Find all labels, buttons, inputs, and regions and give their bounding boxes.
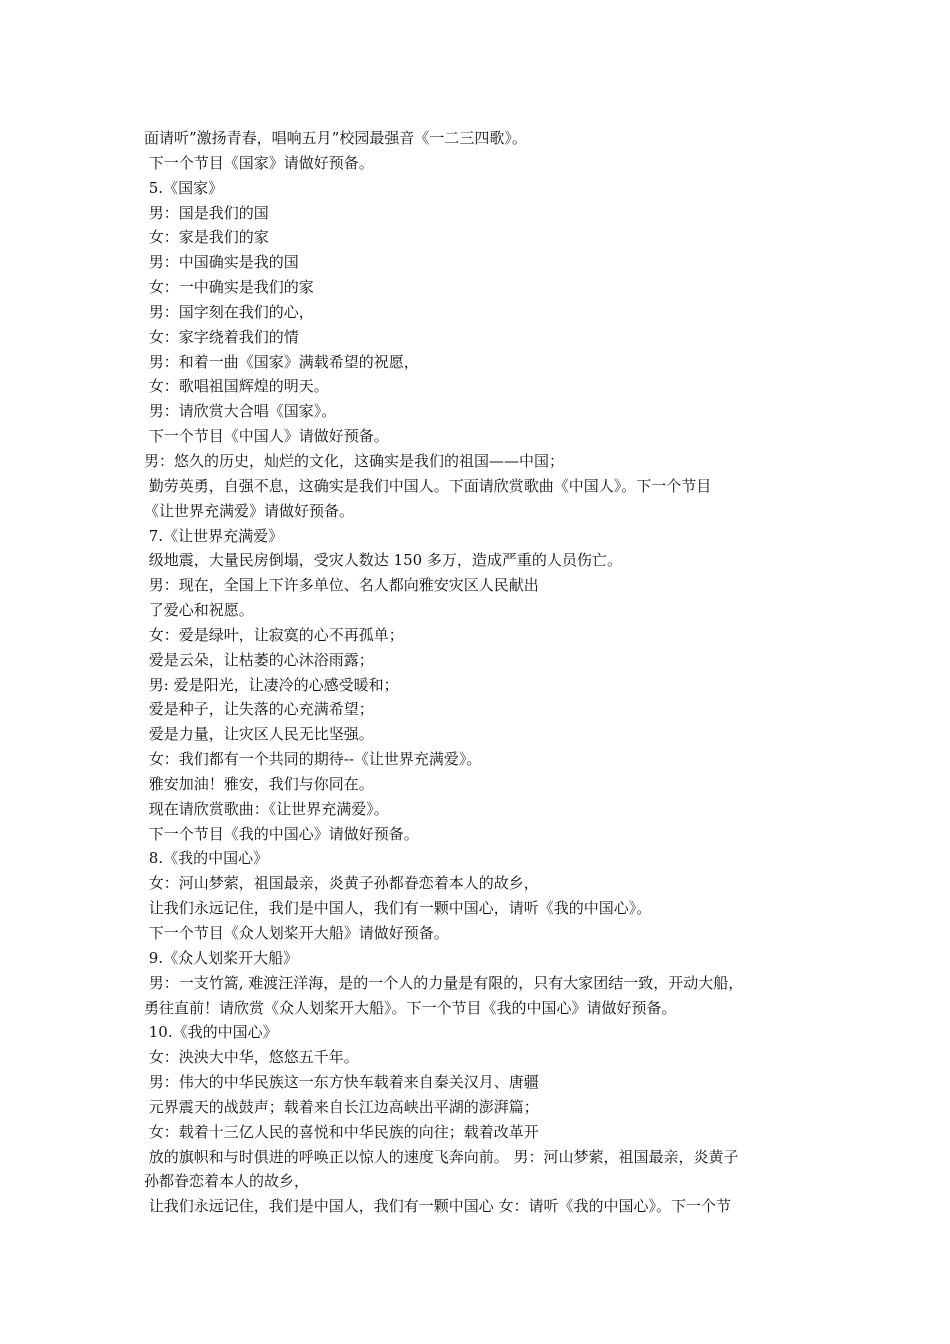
text-line: 下一个节目《我的中国心》请做好预备。 bbox=[144, 824, 419, 843]
text-line: 元界震天的战鼓声；载着来自长江边高峡出平湖的澎湃篇； bbox=[144, 1097, 539, 1116]
text-line: 男：一支竹篙, 难渡汪洋海，是的一个人的力量是有限的，只有大家团结一致，开动大船， bbox=[144, 973, 744, 992]
text-line: 放的旗帜和与时俱进的呼唤正以惊人的速度飞奔向前。 男：河山梦萦，祖国最亲，炎黄子 bbox=[144, 1147, 739, 1166]
text-line: 女：载着十三亿人民的喜悦和中华民族的向往；载着改革开 bbox=[144, 1122, 539, 1141]
text-line: 女：河山梦萦，祖国最亲，炎黄子孙都眷恋着本人的故乡， bbox=[144, 874, 539, 893]
text-line: 勤劳英勇，自强不息，这确实是我们中国人。下面请欣赏歌曲《中国人》。下一个节目 bbox=[144, 476, 712, 495]
text-line: 女：一中确实是我们的家 bbox=[144, 278, 314, 297]
text-line: 男：国是我们的国 bbox=[144, 203, 269, 222]
text-line: 女：家是我们的家 bbox=[144, 228, 269, 247]
text-line: 男：中国确实是我的国 bbox=[144, 253, 299, 272]
text-line: 男：国字刻在我们的心， bbox=[144, 302, 314, 321]
text-line: 男：现在，全国上下许多单位、名人都向雅安灾区人民献出 bbox=[144, 576, 539, 595]
text-line: 让我们永远记住，我们是中国人，我们有一颗中国心，请听《我的中国心》。 bbox=[144, 899, 652, 918]
text-line: 女：泱泱大中华，悠悠五千年。 bbox=[144, 1048, 359, 1067]
text-line: 级地震，大量民房倒塌，受灾人数达 150 多万，造成严重的人员伤亡。 bbox=[144, 551, 622, 570]
text-line: 男：伟大的中华民族这一东方快车载着来自秦关汉月、唐疆 bbox=[144, 1073, 539, 1092]
text-line: 女：爱是绿叶，让寂寞的心不再孤单； bbox=[144, 625, 404, 644]
text-line: 10.《我的中国心》 bbox=[144, 1023, 278, 1042]
text-line: 8.《我的中国心》 bbox=[144, 849, 269, 868]
text-line: 男: 爱是阳光，让凄冷的心感受暖和； bbox=[144, 675, 399, 694]
text-line: 爱是云朵，让枯萎的心沐浴雨露； bbox=[144, 650, 374, 669]
text-line: 下一个节目《中国人》请做好预备。 bbox=[144, 427, 389, 446]
text-line: 现在请欣赏歌曲：《让世界充满爱》。 bbox=[144, 799, 389, 818]
text-line: 男：请欣赏大合唱《国家》。 bbox=[144, 402, 337, 421]
text-line: 让我们永远记住，我们是中国人，我们有一颗中国心 女：请听《我的中国心》。下一个节 bbox=[144, 1197, 732, 1216]
text-line: 7.《让世界充满爱》 bbox=[144, 526, 284, 545]
text-line: 爱是种子，让失落的心充满希望； bbox=[144, 700, 374, 719]
text-line: 9.《众人划桨开大船》 bbox=[144, 948, 299, 967]
text-line: 男：悠久的历史，灿烂的文化，这确实是我们的祖国——中国； bbox=[144, 451, 565, 470]
text-line: 《让世界充满爱》请做好预备。 bbox=[144, 501, 355, 520]
text-line: 了爱心和祝愿。 bbox=[144, 601, 254, 620]
text-line: 爱是力量，让灾区人民无比坚强。 bbox=[144, 725, 374, 744]
text-line: 女：家字绕着我们的情 bbox=[144, 327, 299, 346]
document-text bbox=[144, 126, 824, 1219]
text-line: 面请听”激扬青春，唱响五月”校园最强音《一二三四歌》。 bbox=[144, 129, 527, 147]
text-line: 下一个节目《众人划桨开大船》请做好预备。 bbox=[144, 924, 449, 942]
text-line: 勇往直前！请欣赏《众人划桨开大船》。下一个节目《我的中国心》请做好预备。 bbox=[144, 998, 677, 1017]
text-line: 下一个节目《国家》请做好预备。 bbox=[144, 153, 374, 172]
text-line: 女：我们都有一个共同的期待--《让世界充满爱》。 bbox=[144, 750, 482, 769]
text-line: 雅安加油！雅安，我们与你同在。 bbox=[144, 774, 374, 793]
text-line: 孙都眷恋着本人的故乡， bbox=[144, 1172, 310, 1191]
text-line: 男：和着一曲《国家》满载希望的祝愿， bbox=[144, 352, 419, 371]
text-line: 女：歌唱祖国辉煌的明天。 bbox=[144, 377, 329, 396]
text-line: 5.《国家》 bbox=[144, 178, 224, 197]
